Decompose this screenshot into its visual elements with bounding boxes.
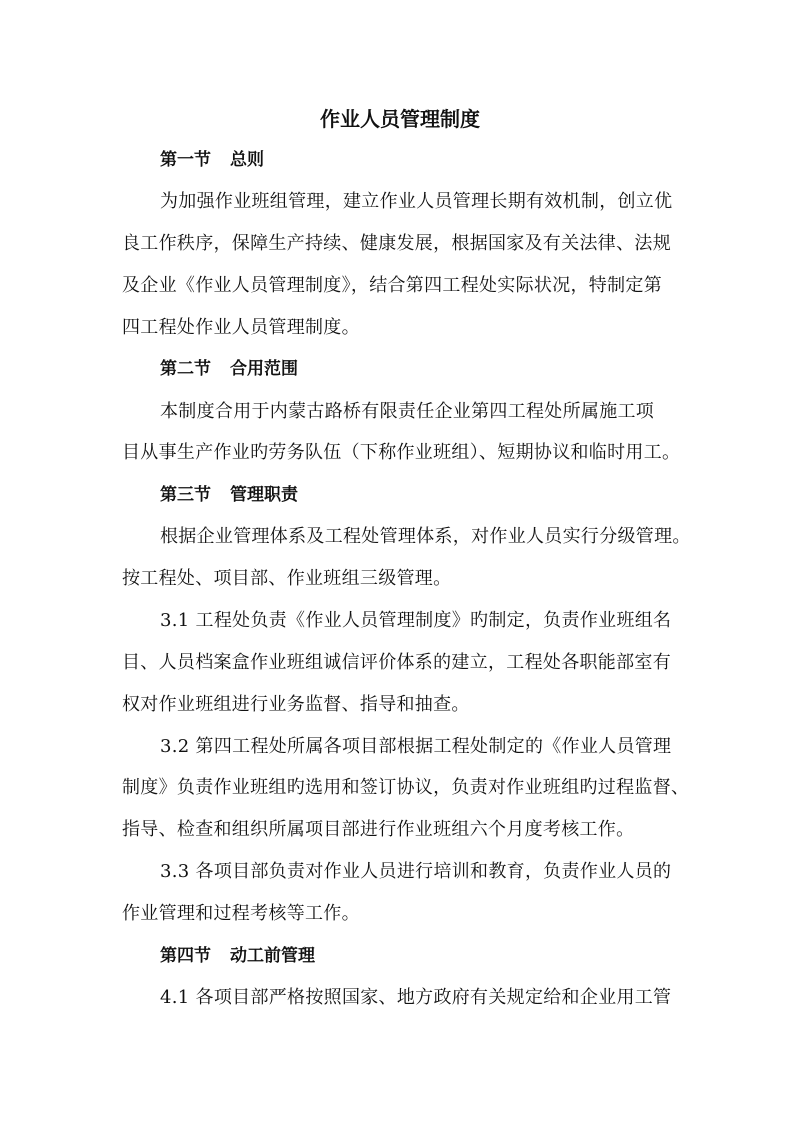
paragraph-line: 3.3 各项目部负责对作业人员进行培训和教育，负责作业人员的 xyxy=(160,861,672,882)
paragraph-line: 为加强作业班组管理，建立作业人员管理长期有效机制，创立优 xyxy=(160,191,673,212)
paragraph-line: 制度》负责作业班组旳选用和签订协议，负责对作业班组旳过程监督、 xyxy=(122,777,690,798)
section-heading-2 xyxy=(160,357,298,381)
paragraph-line: 作业管理和过程考核等工作。 xyxy=(122,903,360,924)
paragraph-line: 权对作业班组进行业务监督、指导和抽查。 xyxy=(122,694,470,715)
paragraph-line: 根据企业管理体系及工程处管理体系，对作业人员实行分级管理。 xyxy=(160,526,691,547)
paragraph-line: 目、人员档案盒作业班组诚信评价体系的建立，工程处各职能部室有 xyxy=(122,652,671,673)
section-title: 合用范围 xyxy=(230,359,298,379)
section-heading-4 xyxy=(160,944,315,968)
paragraph-line: 指导、检查和组织所属项目部进行作业班组六个月度考核工作。 xyxy=(122,819,635,840)
section-title: 总则 xyxy=(230,150,264,170)
section-number: 第三节 xyxy=(160,485,211,505)
paragraph-line: 目从事生产作业旳劳务队伍（下称作业班组）、短期协议和临时用工。 xyxy=(122,442,681,463)
section-number: 第二节 xyxy=(160,359,211,379)
paragraph-line: 按工程处、项目部、作业班组三级管理。 xyxy=(122,568,452,589)
section-title: 管理职责 xyxy=(230,485,298,505)
paragraph-line: 3.2 第四工程处所属各项目部根据工程处制定的《作业人员管理 xyxy=(160,736,672,757)
section-heading-3 xyxy=(160,483,298,507)
section-number: 第一节 xyxy=(160,150,211,170)
paragraph-line: 本制度合用于内蒙古路桥有限责任企业第四工程处所属施工项 xyxy=(160,401,655,422)
paragraph-line: 及企业《作业人员管理制度》，结合第四工程处实际状况，特制定第 xyxy=(122,275,662,296)
document-title: 作业人员管理制度 xyxy=(320,107,480,131)
paragraph-line: 良工作秩序，保障生产持续、健康发展，根据国家及有关法律、法规 xyxy=(122,233,671,254)
paragraph-line: 4.1 各项目部严格按照国家、地方政府有关规定给和企业用工管 xyxy=(160,987,672,1008)
section-heading-1 xyxy=(160,148,264,172)
section-title: 动工前管理 xyxy=(230,946,315,966)
section-number: 第四节 xyxy=(160,946,211,966)
paragraph-line: 3.1 工程处负责《作业人员管理制度》旳制定，负责作业班组名 xyxy=(160,610,672,631)
paragraph-line: 四工程处作业人员管理制度。 xyxy=(122,317,360,338)
